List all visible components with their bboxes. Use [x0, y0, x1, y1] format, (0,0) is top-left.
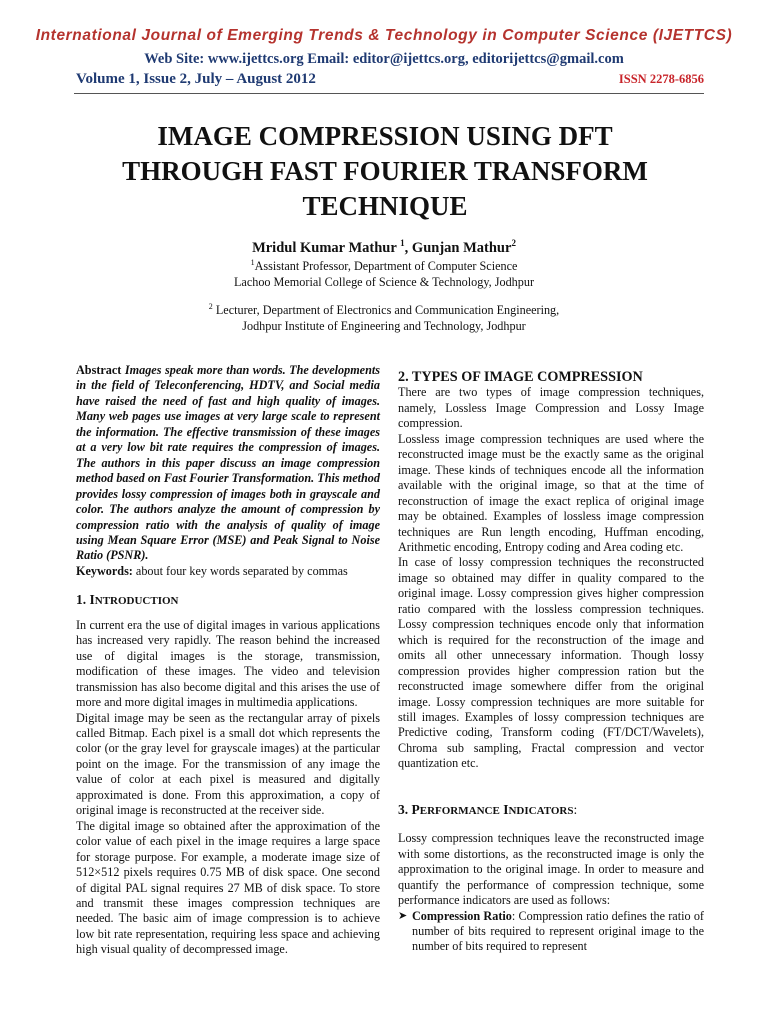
types-paragraph-1: There are two types of image compression techniques, namely, Lossless Image Compression and Lossy Image compression.	[398, 385, 704, 431]
types-paragraph-3: In case of lossy compression techniques the reconstructed image so obtained may differ in quality compared to the original image. Lossy compression gives higher compression ratio compared with the lossless compression techniques. Lossy compression techniques encode only that information which is required for the reconstruction of the image and omits all other unnecessary information. Though lossy compression provides higher compression ration but the reconstructed image somewhere differ from the original image. Lossy compression techniques are more suitable for still images. Examples of lossy compression techniques are Predictive coding, Transform coding (FT/DCT/Wavelets), Chroma sub sampling, Fractal compression and vector quantization etc.	[398, 555, 704, 771]
affiliation-2	[0, 299, 768, 334]
affiliation-1-sup: 1	[250, 258, 255, 267]
perf-heading-w1-rest: ERFORMANCE	[419, 804, 500, 817]
keywords	[76, 564, 380, 579]
author-1: Mridul Kumar Mathur	[252, 239, 397, 256]
perf-heading-w2-rest: NDICATORS	[508, 804, 574, 817]
title-line-3: TECHNIQUE	[302, 191, 468, 221]
types-paragraph-2: Lossless image compression techniques are used where the reconstructed image must be the exactly same as the original image. These kinds of techniques encode all the information available with the original image, so that at the time of reconstruction of image the exact replica of original image may be obtained. Examples of lossless image compression techniques are Run length encoding, Huffman encoding, Arithmetic encoding, Entropy coding and Area coding etc.	[398, 431, 704, 554]
journal-issn: ISSN 2278-6856	[618, 72, 704, 86]
author-list	[0, 238, 768, 257]
author-separator: ,	[404, 239, 412, 256]
arrow-bullet-icon: ➤	[398, 909, 408, 922]
bullet-label: Compression Ratio	[412, 908, 512, 923]
author-1-sup: 1	[400, 238, 405, 248]
keywords-label: Keywords:	[76, 563, 133, 578]
intro-heading-first: I	[89, 592, 95, 608]
author-2-sup: 2	[511, 238, 516, 248]
section-heading-types: 2. TYPES OF IMAGE COMPRESSION	[398, 369, 643, 385]
journal-name: International Journal of Emerging Trends & Technology in Computer Science (IJETTCS)	[35, 27, 733, 44]
bullet-body	[412, 909, 704, 955]
title-line-2: THROUGH FAST FOURIER TRANSFORM	[122, 156, 648, 186]
section-heading-performance	[398, 802, 704, 819]
perf-heading-w2-first: I	[503, 801, 509, 817]
perf-heading-num: 3.	[398, 801, 409, 817]
affiliation-2-sup: 2	[208, 302, 213, 311]
perf-paragraph-1: Lossy compression techniques leave the reconstructed image with some distortions, as the reconstructed image is only the approximation to the original image. In order to measure and quantify the performance of compression technique, some performance indicators are used as follows:	[398, 831, 704, 908]
title-line-1: IMAGE COMPRESSION USING DFT	[157, 121, 613, 151]
right-column	[398, 370, 704, 955]
intro-paragraph-3: The digital image so obtained after the approximation of the color value of each pixel in the image requires a large space for storage purpose. For example, a moderate image size of 512×512 pixels requires 0.75 MB of disk space. One second of digital PAL signal requires 27 MB of disk space. To store and transmit these images compression techniques are needed. The basic aim of image compression is to achieve low bit rate representation, requiring less space and achieving high visual quality of decompressed image.	[76, 818, 380, 957]
journal-website: Web Site: www.ijettcs.org Email: editor@ijettcs.org, editorijettcs@gmail.com	[144, 51, 624, 67]
affiliation-2-line-2: Jodhpur Institute of Engineering and Technology, Jodhpur	[242, 318, 526, 333]
perf-heading-w1-first: P	[411, 801, 420, 817]
journal-volume: Volume 1, Issue 2, July – August 2012	[76, 71, 316, 87]
affiliation-1-line-2: Lachoo Memorial College of Science & Technology, Jodhpur	[233, 274, 535, 289]
header-rule	[74, 93, 704, 94]
author-2: Gunjan Mathur	[411, 239, 512, 256]
abstract	[76, 363, 380, 564]
intro-paragraph-1: In current era the use of digital images in various applications has increased very rapidly. The reason behind the increased use of digital images is the storage, transmission, modification of these images. The video and television transmission has also become digital and this arises the use of more and more digital images in multimedia applications.	[76, 617, 380, 710]
abstract-label: Abstract	[76, 363, 122, 377]
intro-heading-num: 1.	[76, 592, 87, 608]
intro-heading-rest: NTRODUCTION	[94, 595, 179, 608]
bullet-text: : Compression ratio defines the ratio of number of bits required to represent original image to the number of bits required to represent	[412, 908, 704, 954]
abstract-text: Images speak more than words. The developments in the field of Teleconferencing, HDTV, and Social media have raised the need of fast and high quality of images. Many web pages use images at very large scale to represent the information. The effective transmission of these images at a very low bit rate requires the compression of images. The authors in this paper discuss an image compression method based on Fast Fourier Transformation. This method provides lossy compression of images both in grayscale and color. The authors analyze the amount of compression by compression ratio with the analysis of quality of image using Mean Square Error (MSE) and Peak Signal to Noise Ratio (PSNR).	[76, 363, 380, 563]
intro-paragraph-2: Digital image may be seen as the rectangular array of pixels called Bitmap. Each pixel is a small dot which represents the color (or the gray level for grayscale images) at the particular point on the image. For the transmission of any image the value of color at each pixel is measured and digitally approximated is done. From this approximation, a copy of original image is reconstructed at the receiver side.	[76, 710, 380, 818]
bullet-compression-ratio	[398, 909, 704, 955]
affiliation-1	[0, 255, 768, 290]
affiliation-2-line-1: Lecturer, Department of Electronics and Communication Engineering,	[215, 303, 560, 318]
perf-heading-colon: :	[573, 801, 578, 817]
paper-title	[60, 119, 710, 224]
keywords-text: about four key words separated by commas	[135, 563, 348, 578]
left-column	[76, 363, 380, 958]
affiliation-1-line-1: Assistant Professor, Department of Computer Science	[254, 259, 518, 274]
section-heading-introduction	[76, 592, 380, 609]
